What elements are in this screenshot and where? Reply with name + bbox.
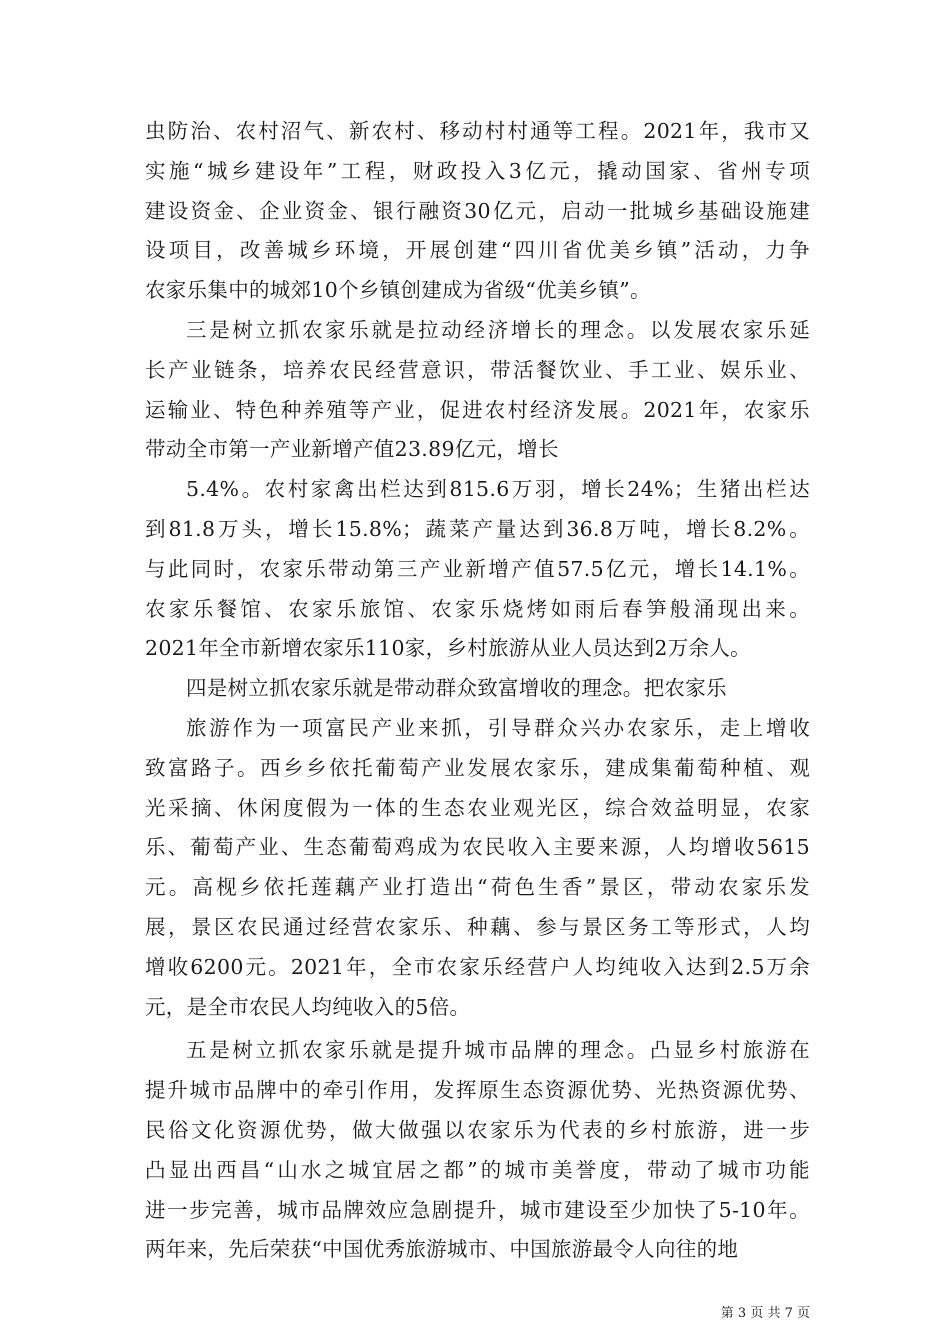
text-line: 实施“城乡建设年”工程，财政投入3亿元，撬动国家、省州专项 bbox=[145, 158, 810, 183]
text-line: 凸显出西昌“山水之城宜居之都”的城市美誉度，带动了城市功能 bbox=[145, 1157, 810, 1182]
text-line: 5.4%。农村家禽出栏达到815.6万羽，增长24%；生猪出栏达 bbox=[186, 477, 810, 502]
text-line: 到81.8万头，增长15.8%；蔬菜产量达到36.8万吨，增长8.2%。 bbox=[145, 516, 810, 541]
text-line: 2021年全市新增农家乐110家，乡村旅游从业人员达到2万余人。 bbox=[145, 636, 751, 661]
text-line: 四是树立抓农家乐就是带动群众致富增收的理念。把农家乐 bbox=[186, 676, 727, 701]
text-line: 三是树立抓农家乐就是拉动经济增长的理念。以发展农家乐延 bbox=[186, 317, 810, 342]
text-line: 展，景区农民通过经营农家乐、种藕、参与景区务工等形式，人均 bbox=[145, 914, 810, 939]
text-line: 民俗文化资源优势，做大做强以农家乐为代表的乡村旅游，进一步 bbox=[145, 1117, 810, 1142]
text-line: 增收6200元。2021年，全市农家乐经营户人均纯收入达到2.5万余 bbox=[145, 954, 810, 979]
text-line: 建设资金、企业资金、银行融资30亿元，启动一批城乡基础设施建 bbox=[145, 198, 810, 223]
text-line: 虫防治、农村沼气、新农村、移动村村通等工程。2021年，我市又 bbox=[145, 119, 810, 143]
text-line: 旅游作为一项富民产业来抓，引导群众兴办农家乐，走上增收 bbox=[186, 715, 810, 740]
text-line: 两年来，先后荣获“中国优秀旅游城市、中国旅游最令人向往的地 bbox=[145, 1237, 739, 1262]
text-line: 提升城市品牌中的牵引作用，发挥原生态资源优势、光热资源优势、 bbox=[145, 1078, 810, 1103]
text-line: 光采摘、休闲度假为一体的生态农业观光区，综合效益明显，农家 bbox=[145, 795, 810, 820]
document-body bbox=[145, 112, 810, 1270]
text-line: 元，是全市农民人均纯收入的5倍。 bbox=[145, 994, 471, 1019]
text-line: 农家乐餐馆、农家乐旅馆、农家乐烧烤如雨后春笋般涌现出来。 bbox=[145, 596, 810, 621]
text-line: 农家乐集中的城郊10个乡镇创建成为省级“优美乡镇”。 bbox=[145, 278, 651, 303]
text-line: 运输业、特色种养殖等产业，促进农村经济发展。2021年，农家乐 bbox=[145, 397, 810, 422]
text-line: 五是树立抓农家乐就是提升城市品牌的理念。凸显乡村旅游在 bbox=[186, 1038, 810, 1063]
text-line: 长产业链条，培养农民经营意识，带活餐饮业、手工业、娱乐业、 bbox=[145, 357, 810, 382]
text-line: 与此同时，农家乐带动第三产业新增产值57.5亿元，增长14.1%。 bbox=[145, 556, 810, 581]
text-line: 乐、葡萄产业、生态葡萄鸡成为农民收入主要来源，人均增收5615 bbox=[145, 835, 810, 860]
text-line: 元。高枧乡依托莲藕产业打造出“荷色生香”景区，带动农家乐发 bbox=[145, 875, 810, 900]
text-line: 致富路子。西乡乡依托葡萄产业发展农家乐，建成集葡萄种植、观 bbox=[145, 755, 810, 780]
text-line: 设项目，改善城乡环境，开展创建“四川省优美乡镇”活动，力争 bbox=[145, 238, 810, 263]
text-line: 带动全市第一产业新增产值23.89亿元，增长 bbox=[145, 437, 559, 462]
page-number: 第 3 页 共 7 页 bbox=[720, 1306, 810, 1321]
text-line: 进一步完善，城市品牌效应急剧提升，城市建设至少加快了5-10年。 bbox=[145, 1197, 810, 1222]
